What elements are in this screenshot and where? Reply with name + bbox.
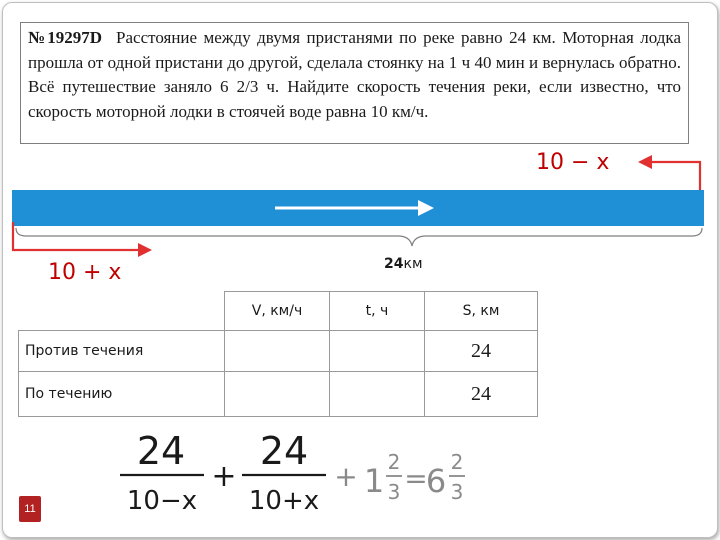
problem-text: Расстояние между двумя пристанями по реке равно 24 км. Моторная лодка прошла от одной пристани до другой, сделала стоянку на 1 ч 40 мин и вернулась обратно. Всё путешествие заняло 6 2/3 ч. Найдите скорость течения реки, если известно, что скорость моторной лодки в стоячей воде равна 10 км/ч. — [28, 28, 681, 121]
mixed2-denominator: 3 — [450, 480, 464, 504]
mixed2-whole: 6 — [425, 462, 447, 500]
cell-time — [330, 372, 425, 417]
table-header-empty — [19, 292, 225, 331]
mixed1-numerator: 2 — [387, 450, 401, 474]
upstream-arrow — [648, 162, 700, 190]
mixed1-denominator: 3 — [387, 480, 401, 504]
frac1-numerator: 24 — [136, 429, 186, 473]
table-header-speed: V, км/ч — [225, 292, 330, 331]
plus-sign: + — [211, 459, 237, 494]
row-label: По течению — [19, 372, 225, 417]
table-row — [19, 372, 538, 417]
table-header-distance: S, км — [425, 292, 538, 331]
upstream-arrowhead — [638, 155, 652, 169]
cell-distance: 24 — [425, 372, 538, 417]
cell-distance: 24 — [425, 331, 538, 372]
equals-sign: = — [404, 462, 428, 495]
table-header-row — [19, 292, 538, 331]
frac2-denominator: 10+x — [248, 486, 320, 516]
distance-label — [384, 256, 423, 272]
mixed1-whole: 1 — [363, 462, 385, 500]
mixed2-numerator: 2 — [450, 450, 464, 474]
table-row — [19, 331, 538, 372]
table-header-time: t, ч — [330, 292, 425, 331]
data-table — [18, 291, 538, 417]
upstream-speed-label: 10 − x — [536, 150, 610, 175]
problem-number: №19297D — [28, 28, 103, 47]
frac1-denominator: 10−x — [126, 486, 198, 516]
downstream-speed-label: 10 + x — [48, 260, 122, 285]
distance-brace — [16, 228, 702, 246]
cell-time — [330, 331, 425, 372]
frac2-numerator: 24 — [259, 429, 309, 473]
row-label: Против течения — [19, 331, 225, 372]
cell-speed — [225, 372, 330, 417]
downstream-arrowhead — [138, 243, 152, 257]
distance-value: 24 — [384, 256, 404, 272]
page-number-badge: 11 — [19, 496, 41, 522]
equation — [118, 424, 478, 520]
cell-speed — [225, 331, 330, 372]
distance-unit: км — [403, 256, 423, 272]
plus-sign-2: + — [334, 460, 358, 493]
